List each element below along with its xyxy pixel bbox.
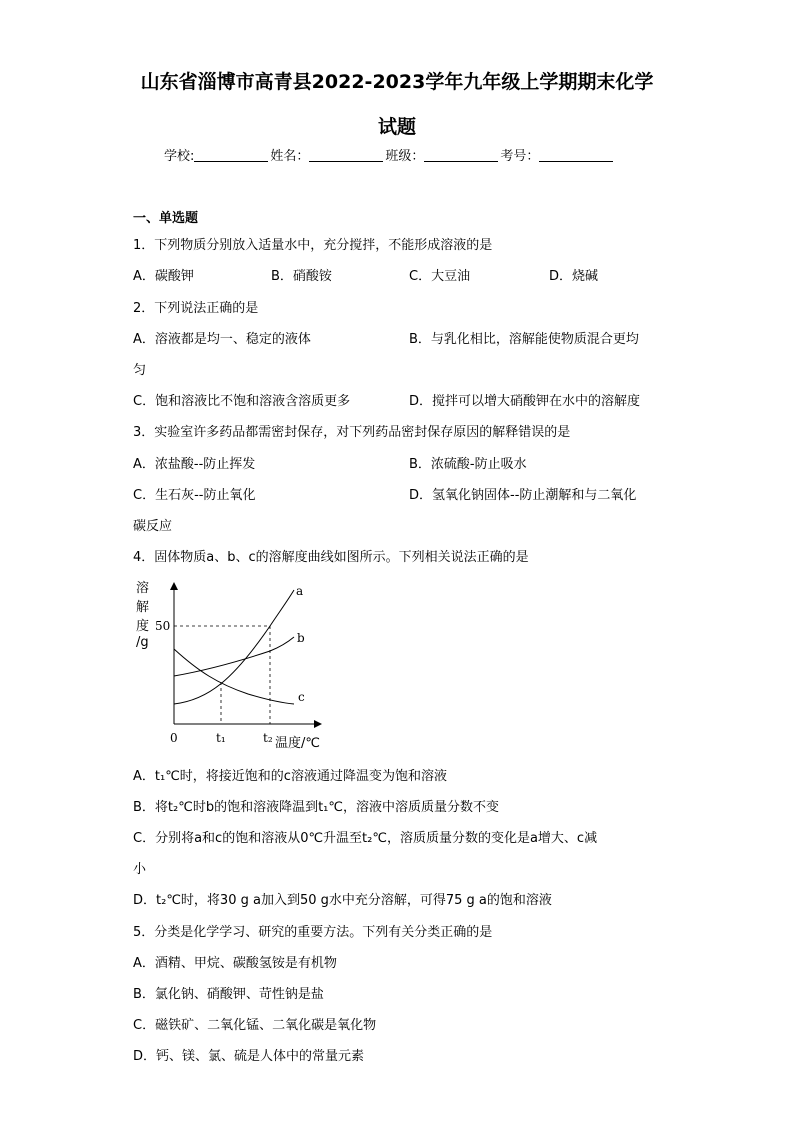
- name-blank[interactable]: [309, 149, 383, 162]
- name-label: 姓名：: [270, 149, 310, 164]
- solubility-chart: [128, 576, 338, 756]
- x-tick-t1: t₁: [216, 731, 226, 745]
- curve-b: [174, 637, 294, 676]
- q1-option-b[interactable]: B．硝酸铵: [271, 269, 332, 284]
- question-1-stem: 1．下列物质分别放入适量水中，充分搅拌，不能形成溶液的是: [133, 238, 493, 253]
- q4-option-a[interactable]: A．t₁℃时，将接近饱和的c溶液通过降温变为饱和溶液: [133, 769, 447, 784]
- q3-option-a[interactable]: A．浓盐酸--防止挥发: [133, 457, 256, 472]
- question-3-stem: 3．实验室许多药品都需密封保存，对下列药品密封保存原因的解释错误的是: [133, 425, 571, 440]
- exam-number-label: 考号：: [500, 149, 540, 164]
- class-blank[interactable]: [424, 149, 498, 162]
- q5-option-b[interactable]: B．氯化钠、硝酸钾、苛性钠是盐: [133, 987, 324, 1002]
- school-label: 学校:: [164, 149, 195, 164]
- q5-option-a[interactable]: A．酒精、甲烷、碳酸氢铵是有机物: [133, 956, 337, 971]
- curve-c: [174, 649, 294, 704]
- question-2-stem: 2．下列说法正确的是: [133, 301, 259, 316]
- q2-option-b-continued: 匀: [133, 363, 147, 378]
- q4-option-c-continued: 小: [133, 862, 147, 877]
- q5-option-d[interactable]: D．钙、镁、氯、硫是人体中的常量元素: [133, 1049, 365, 1064]
- page-title: 山东省淄博市高青县2022-2023学年九年级上学期期末化学: [140, 71, 654, 93]
- y-label-char-4: /g: [136, 635, 149, 650]
- series-label-b: b: [297, 631, 305, 645]
- q3-option-b[interactable]: B．浓硫酸-防止吸水: [409, 457, 527, 472]
- question-5-stem: 5．分类是化学学习、研究的重要方法。下列有关分类正确的是: [133, 925, 493, 940]
- origin-label: 0: [170, 731, 178, 745]
- y-label-char-2: 解: [136, 600, 150, 615]
- x-axis-label: 温度/℃: [275, 736, 320, 751]
- series-label-c: c: [298, 690, 305, 704]
- y-label-char-1: 溶: [136, 581, 150, 596]
- question-4-stem: 4．固体物质a、b、c的溶解度曲线如图所示。下列相关说法正确的是: [133, 550, 529, 565]
- q4-option-c[interactable]: C．分别将a和c的饱和溶液从0℃升温至t₂℃，溶质质量分数的变化是a增大、c减: [133, 831, 598, 846]
- y-tick-50: 50: [155, 619, 171, 633]
- q3-option-d-continued: 碳反应: [133, 519, 173, 534]
- exam-number-blank[interactable]: [539, 149, 613, 162]
- x-tick-t2: t₂: [263, 731, 273, 745]
- school-blank[interactable]: [194, 149, 268, 162]
- section-title: 一、单选题: [133, 211, 199, 226]
- q2-option-a[interactable]: A．溶液都是均一、稳定的液体: [133, 332, 311, 347]
- q1-option-c[interactable]: C．大豆油: [409, 269, 471, 284]
- page-title-continued: 试题: [377, 116, 416, 138]
- q2-option-b[interactable]: B．与乳化相比，溶解能使物质混合更均: [409, 332, 639, 347]
- curve-a: [174, 590, 294, 704]
- q3-option-d[interactable]: D．氢氧化钠固体--防止潮解和与二氧化: [409, 488, 637, 503]
- q4-option-d[interactable]: D．t₂℃时，将30 g a加入到50 g水中充分溶解，可得75 g a的饱和溶液: [133, 893, 552, 908]
- q2-option-c[interactable]: C．饱和溶液比不饱和溶液含溶质更多: [133, 394, 351, 409]
- q4-option-b[interactable]: B．将t₂℃时b的饱和溶液降温到t₁℃，溶液中溶质质量分数不变: [133, 800, 499, 815]
- class-label: 班级：: [385, 149, 425, 164]
- q5-option-c[interactable]: C．磁铁矿、二氧化锰、二氧化碳是氧化物: [133, 1018, 377, 1033]
- series-label-a: a: [296, 584, 304, 598]
- q1-option-a[interactable]: A．碳酸钾: [133, 269, 194, 284]
- y-label-char-3: 度: [136, 619, 150, 634]
- student-info-row: [164, 145, 613, 164]
- q3-option-c[interactable]: C．生石灰--防止氧化: [133, 488, 256, 503]
- q1-option-d[interactable]: D．烧碱: [549, 269, 599, 284]
- q2-option-d[interactable]: D．搅拌可以增大硝酸钾在水中的溶解度: [409, 394, 641, 409]
